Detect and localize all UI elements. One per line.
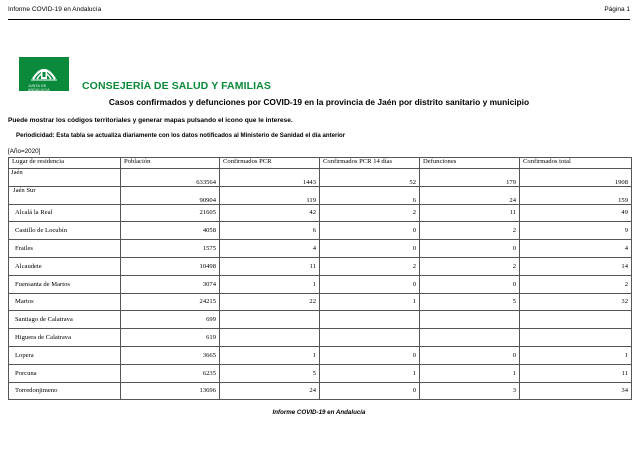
table-row [9,240,632,258]
deaths-cell: 0 [420,346,520,364]
pcr14-cell [320,329,420,347]
pcr-cell: 1 [220,275,320,293]
place-cell[interactable]: Porcuna [9,364,121,382]
table-row [9,186,632,204]
population-cell: 4058 [121,222,220,240]
year-filter-label: [Año=2020] [8,148,41,155]
pcr14-cell: 2 [320,257,420,275]
header-rule [8,19,630,20]
deaths-cell: 1 [420,364,520,382]
population-cell: 13696 [121,382,220,400]
table-row [9,364,632,382]
table-row [9,257,632,275]
table-row [9,275,632,293]
pcr14-cell: 0 [320,346,420,364]
report-title: Casos confirmados y defunciones por COVID-19 en la provincia de Jaén por distrito sanitario y municipio [108,97,530,107]
total-cell: 34 [520,382,632,400]
column-header[interactable]: Población [121,158,220,169]
page-footer: Informe COVID-19 en Andalucía [272,409,366,416]
total-cell: 159 [520,186,632,204]
pcr-cell: 1 [220,346,320,364]
pcr-cell: 4 [220,240,320,258]
deaths-cell: 0 [420,240,520,258]
pcr14-cell: 6 [320,186,420,204]
deaths-cell: 2 [420,222,520,240]
column-header[interactable]: Confirmados PCR [220,158,320,169]
table-row [9,204,632,222]
pcr14-cell [320,311,420,329]
pcr14-cell: 1 [320,293,420,311]
table-header-row [9,158,632,169]
deaths-cell: 0 [420,275,520,293]
population-cell: 3074 [121,275,220,293]
pcr-cell: 6 [220,222,320,240]
cases-table [8,157,632,400]
total-cell: 2 [520,275,632,293]
place-cell[interactable]: Lopera [9,346,121,364]
table-row [9,382,632,400]
total-cell [520,329,632,347]
place-cell[interactable]: Martos [9,293,121,311]
header-report-name: Informe COVID-19 en Andalucía [8,6,102,13]
population-cell: 3665 [121,346,220,364]
pcr-cell: 119 [220,186,320,204]
total-cell: 4 [520,240,632,258]
deaths-cell: 11 [420,204,520,222]
table-row [9,293,632,311]
column-header[interactable]: Confirmados total [520,158,632,169]
total-cell: 1 [520,346,632,364]
pcr-cell [220,329,320,347]
pcr-cell: 1443 [220,169,320,187]
total-cell: 14 [520,257,632,275]
pcr14-cell: 0 [320,222,420,240]
table-row [9,169,632,187]
pcr-cell: 24 [220,382,320,400]
place-cell[interactable]: Alcalá la Real [9,204,121,222]
table-body [9,169,632,400]
total-cell: 11 [520,364,632,382]
place-cell[interactable]: Fuensanta de Martos [9,275,121,293]
place-cell[interactable]: Alcaudete [9,257,121,275]
place-cell[interactable]: Jaén [9,169,121,187]
population-cell: 619 [121,329,220,347]
place-cell[interactable]: Frailes [9,240,121,258]
column-header[interactable]: Defunciones [420,158,520,169]
population-cell: 6235 [121,364,220,382]
table-row [9,222,632,240]
deaths-cell [420,329,520,347]
pcr14-cell: 1 [320,364,420,382]
place-cell[interactable]: Higuera de Calatrava [9,329,121,347]
header-page-number: Página 1 [604,6,630,13]
periodicity-note: Periodicidad: Esta tabla se actualiza diariamente con los datos notificados al Ministerio de Sanidad el día anterior [16,132,346,139]
pcr-cell: 11 [220,257,320,275]
total-cell [520,311,632,329]
deaths-cell: 3 [420,382,520,400]
pcr14-cell: 52 [320,169,420,187]
deaths-cell: 5 [420,293,520,311]
pcr14-cell: 2 [320,204,420,222]
pcr-cell: 5 [220,364,320,382]
pcr14-cell: 0 [320,240,420,258]
population-cell: 633564 [121,169,220,187]
pcr-cell: 42 [220,204,320,222]
population-cell: 21605 [121,204,220,222]
deaths-cell [420,311,520,329]
deaths-cell: 2 [420,257,520,275]
pcr14-cell: 0 [320,382,420,400]
instruction-text: Puede mostrar los códigos territoriales y generar mapas pulsando el icono que le interese. [8,117,293,124]
population-cell: 90904 [121,186,220,204]
table-row [9,311,632,329]
page-header [8,6,630,26]
population-cell: 24215 [121,293,220,311]
deaths-cell: 179 [420,169,520,187]
place-cell[interactable]: Castillo de Locubín [9,222,121,240]
table-row [9,346,632,364]
place-cell[interactable]: Torredonjimeno [9,382,121,400]
pcr14-cell: 0 [320,275,420,293]
place-cell[interactable]: Jaén Sur [9,186,121,204]
total-cell: 9 [520,222,632,240]
column-header[interactable]: Lugar de residencia [9,158,121,169]
pcr-cell: 22 [220,293,320,311]
pcr-cell [220,311,320,329]
column-header[interactable]: Confirmados PCR 14 días [320,158,420,169]
total-cell: 32 [520,293,632,311]
table-row [9,329,632,347]
junta-logo [19,57,69,91]
organization-name: CONSEJERÍA DE SALUD Y FAMILIAS [82,80,271,92]
total-cell: 49 [520,204,632,222]
population-cell: 10498 [121,257,220,275]
total-cell: 1908 [520,169,632,187]
population-cell: 1575 [121,240,220,258]
logo-caption: JUNTA DE ANDALUCIA [28,84,50,92]
population-cell: 699 [121,311,220,329]
deaths-cell: 24 [420,186,520,204]
place-cell[interactable]: Santiago de Calatrava [9,311,121,329]
